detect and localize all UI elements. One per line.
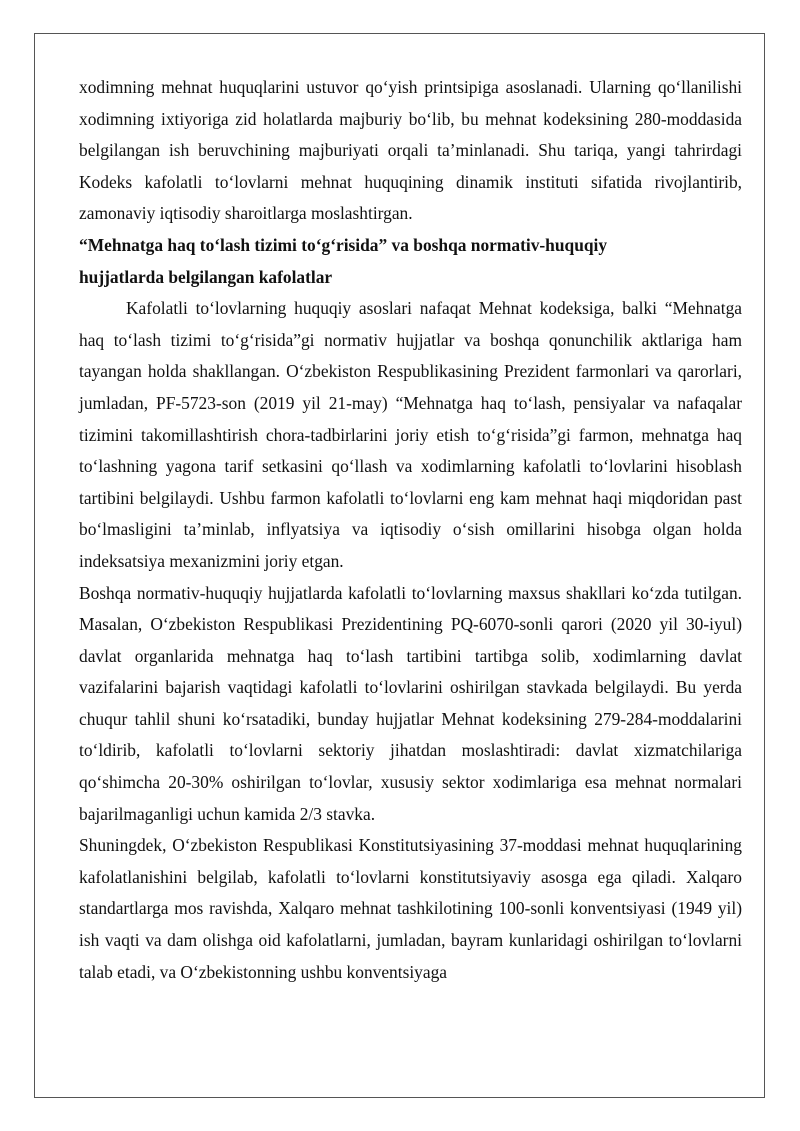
section-heading-line-1: “Mehnatga haq to‘lash tizimi to‘g‘risida” va boshqa normativ-huquqiy [79,234,608,255]
paragraph-constitution: Shuningdek, O‘zbekiston Respublikasi Konstitutsiyasining 37-moddasi mehnat huquqlarining kafolatlanishini belgilab, kafolatli to‘lovlarni konstitutsiyaviy asosga ega qiladi. Xalqaro standartlarga mos ravishda, Xalqaro mehnat tashkilotining 100-sonli konventsiyasi (1949 yil) ish vaqti va dam olishga oid kafolatlarni, jumladan, bayram kunlaridagi oshirilgan to‘lovlarni talab etadi, va O‘zbekistonning ushbu konventsiyaga [79,835,742,982]
document-body [79,72,742,988]
section-heading-line-2: hujjatlarda belgilangan kafolatlar [79,266,333,287]
intro-paragraph: xodimning mehnat huquqlarini ustuvor qo‘yish printsipiga asoslanadi. Ularning qo‘llanilishi xodimning ixtiyoriga zid holatlarda majburiy bo‘lib, bu mehnat kodeksining 280-moddasida belgilangan ish beruvchining majburiyati orqali ta’minlanadi. Shu tariqa, yangi tahrirdagi Kodeks kafolatli to‘lovlarni mehnat huquqining dinamik instituti sifatida rivojlantirib, zamonaviy iqtisodiy sharoitlarga moslashtirgan. [79,77,742,224]
paragraph-legal-basis: Kafolatli to‘lovlarning huquqiy asoslari nafaqat Mehnat kodeksiga, balki “Mehnatga haq to‘lash tizimi to‘g‘risida”gi normativ hujjatlar va boshqa qonunchilik aktlariga ham tayangan holda shakllangan. O‘zbekiston Respublikasining Prezident farmonlari va qarorlari, jumladan, PF-5723-son (2019 yil 21-may) “Mehnatga haq to‘lash, pensiyalar va nafaqalar tizimini takomillashtirish chora-tadbirlarini joriy etish to‘g‘risida”gi farmon, mehnatga haq to‘lashning yagona tarif setkasini qo‘llash va xodimlarning kafolatli to‘lovlarini hisoblash tartibini belgilaydi. Ushbu farmon kafolatli to‘lovlarni eng kam mehnat haqi miqdoridan past bo‘lmasligini ta’minlab, inflyatsiya va iqtisodiy o‘sish omillarini hisobga olgan holda indeksatsiya mexanizmini joriy etgan. [79,298,742,571]
section-heading [79,230,742,293]
paragraph-special-forms: Boshqa normativ-huquqiy hujjatlarda kafolatli to‘lovlarning maxsus shakllari ko‘zda tutilgan. Masalan, O‘zbekiston Respublikasi Prezidentining PQ-6070-sonli qarori (2020 yil 30-iyul) davlat organlarida mehnatga haq to‘lash tartibini tartibga solib, xodimlarning davlat vazifalarini bajarish vaqtidagi kafolatli to‘lovlarini oshirilgan stavkada belgilaydi. Bu yerda chuqur tahlil shuni ko‘rsatadiki, bunday hujjatlar Mehnat kodeksining 279-284-moddalarini to‘ldirib, kafolatli to‘lovlarni sektoriy jihatdan moslashtiradi: davlat xizmatchilariga qo‘shimcha 20-30% oshirilgan to‘lovlar, xususiy sektor xodimlariga esa mehnat normalari bajarilmaganligi uchun kamida 2/3 stavka. [79,582,742,824]
